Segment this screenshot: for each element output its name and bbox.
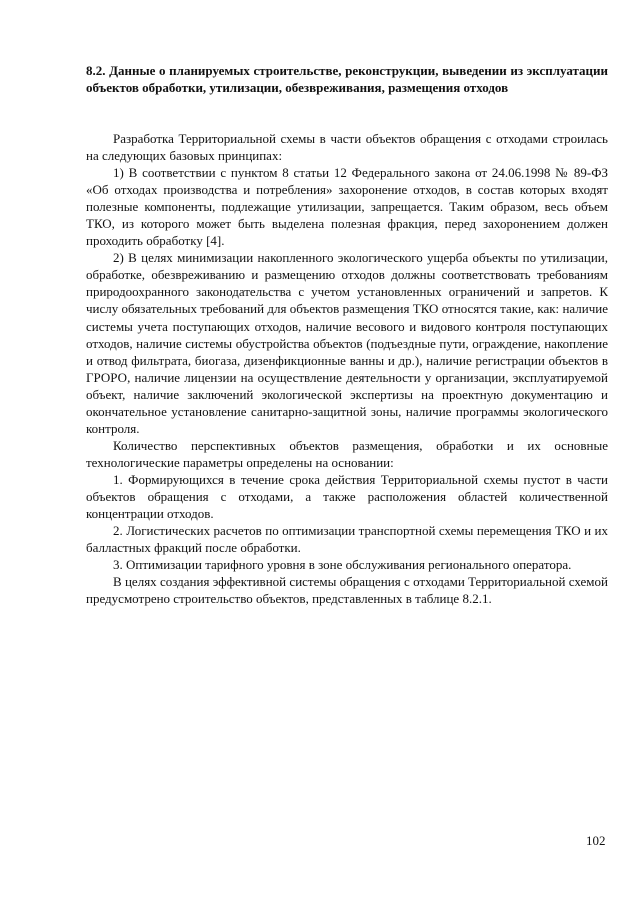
page-number: 102	[586, 833, 606, 848]
section-heading: 8.2. Данные о планируемых строительстве, реконструкции, выведении из эксплуатации объектов обработки, утилизации, обезвреживания, размещения отходов	[86, 63, 608, 95]
paragraph-basis-3: 3. Оптимизации тарифного уровня в зоне обслуживания регионального оператора.	[113, 557, 572, 573]
paragraph-basis-intro: Количество перспективных объектов размещения, обработки и их основные технологические параметры определены на основании:	[86, 437, 608, 470]
paragraph-principle-2: 2) В целях минимизации накопленного экологического ущерба объекты по утилизации, обработке, обезвреживанию и размещению отходов должны соответствовать требованиям природоохранного законодательства с учетом установленных ограничений и запретов. К числу обязательных требований для объектов размещения ТКО относятся такие, как: наличие системы учета поступающих отходов, наличие весового и видового контроля поступающих отходов, наличие системы обустройства объектов (подъездные пути, ограждение, накопление и отвод фильтрата, биогаза, дизенфикционные ванны и др.), наличие регистрации объектов в ГРОРО, наличие лицензии на осуществление деятельности у организации, эксплуатируемой объект, наличие заключений экологической экспертизы на проектную документацию и окончательное установление санитарно-защитной зоны, наличие программы экологического контроля.	[86, 250, 608, 436]
paragraph-principle-1: 1) В соответствии с пунктом 8 статьи 12 Федерального закона от 24.06.1998 № 89-ФЗ «Об отходах производства и потребления» захоронение отходов, в состав которых входят полезные компоненты, подлежащие утилизации, запрещается. Таким образом, весь объем ТКО, из которого может быть выделена полезная фракция, перед захоронением должен проходить обработку [4].	[86, 165, 608, 249]
paragraph-basis-1: 1. Формирующихся в течение срока действия Территориальной схемы пустот в части объектов обращения с отходами, а также расположения областей количественной концентрации отходов.	[86, 471, 608, 522]
section-body	[86, 130, 608, 607]
paragraph-conclusion: В целях создания эффективной системы обращения с отходами Территориальной схемой предусмотрено строительство объектов, представленных в таблице 8.2.1.	[86, 574, 608, 607]
paragraph-intro: Разработка Территориальной схемы в части объектов обращения с отходами строилась на следующих базовых принципах:	[86, 131, 608, 164]
paragraph-basis-2: 2. Логистических расчетов по оптимизации транспортной схемы перемещения ТКО и их балластных фракций после обработки.	[86, 523, 608, 556]
